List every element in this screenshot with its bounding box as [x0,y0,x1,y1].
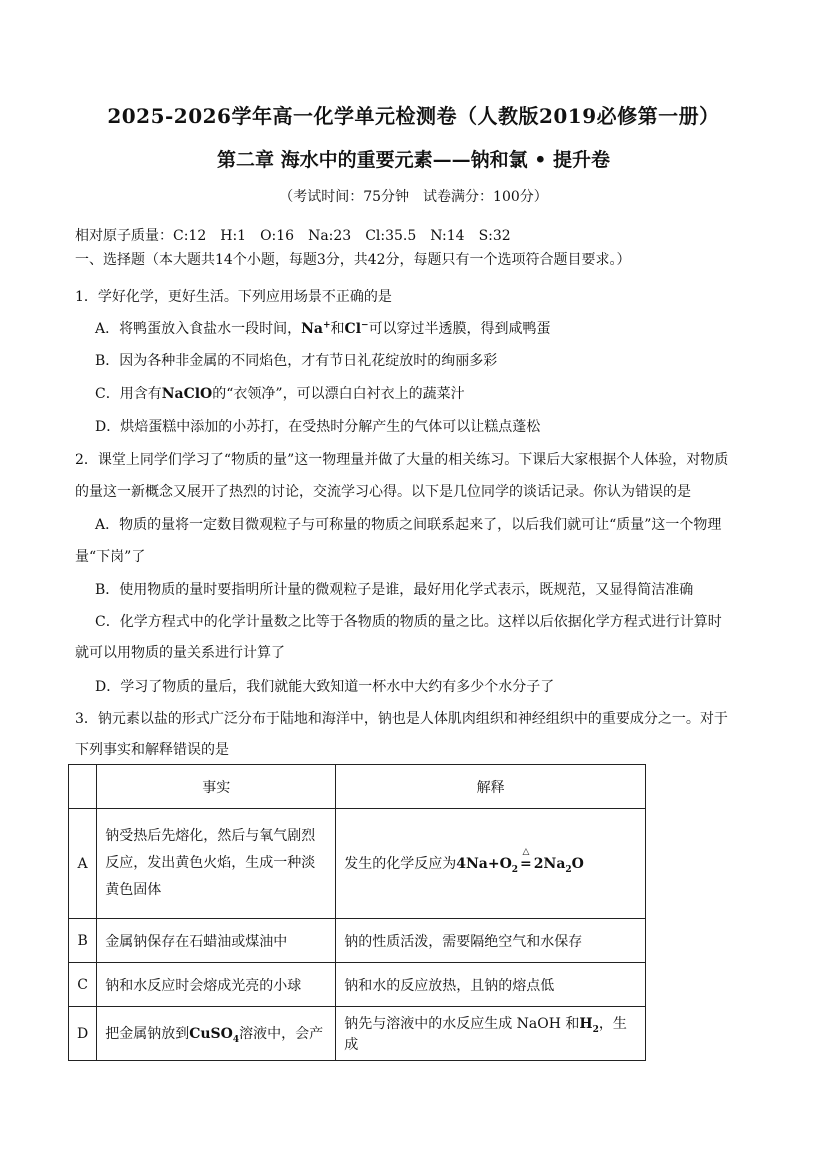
fact-line: 钠受热后先熔化，然后与氧气剧烈 [105,828,316,844]
na-charge: + [323,320,331,331]
cl-ion-formula [345,321,369,337]
na-ion-formula [301,321,330,337]
q2-stem-line2: 的量这一新概念又展开了热烈的讨论，交流学习心得。以下是几位同学的谈话记录。你认为错误的是 [75,484,691,500]
q2-option-a-line1: A．物质的量将一定数目微观粒子与可称量的物质之间联系起来了，以后我们就可让“质量”这一个物理 [95,517,722,533]
q1-option-c [95,383,465,403]
q2-option-c-line2: 就可以用物质的量关系进行计算了 [75,645,285,661]
q1-c-pre: C．用含有 [95,386,162,402]
cl-charge: − [361,320,369,331]
q1-a-pre: A．将鸭蛋放入食盐水一段时间， [95,321,302,337]
q1-stem: 1．学好化学，更好生活。下列应用场景不正确的是 [75,289,392,305]
q3-table [68,764,646,1061]
row-fact: 钠和水反应时会熔成光亮的小球 [97,963,336,1007]
row-label: A [69,809,97,919]
eq-rhs-o: O [571,855,584,872]
h2-sub: 2 [592,1024,599,1035]
eq-rhs-sub: 2 [565,864,572,875]
section-heading: 一、选择题（本大题共14个小题，每题3分，共42分，每题只有一个选项符合题目要求。） [75,252,631,268]
chapter-title: 第二章 海水中的重要元素——钠和氯 • 提升卷 [217,149,610,171]
expl-pre: 钠先与溶液中的水反应生成 NaOH 和 [344,1015,580,1032]
heat-condition-sign: △ = [520,846,532,872]
q2-option-d: D．学习了物质的量后，我们就能大致知道一杯水中大约有多少个水分子了 [95,679,555,695]
fact-line: 黄色固体 [105,882,162,898]
naclo-formula: NaClO [161,386,213,402]
fact-pre: 把金属钠放到 [105,1025,190,1042]
atomic-mass-line: 相对原子质量：C:12 H:1 O:16 Na:23 Cl:35.5 N:14 S:32 [75,228,511,244]
eq-rhs: 2Na [533,855,566,872]
expl-post: ，生成 [344,1015,627,1054]
table-row [69,809,646,919]
table-row [69,963,646,1007]
cl-symbol: Cl [344,321,362,337]
table-row [69,919,646,963]
row-explanation [336,1007,646,1061]
row-label: C [69,963,97,1007]
eq-lhs-sub: 2 [511,864,519,875]
cuso4-sub: 4 [232,1034,240,1045]
row-fact [97,809,336,919]
row-explanation: 钠和水的反应放热，且钠的熔点低 [336,963,646,1007]
q1-c-post: 的“衣领净”，可以漂白白衬衣上的蔬菜汁 [212,386,465,402]
reaction-equation [456,846,584,875]
fact-post: 溶液中，会产 [239,1025,324,1042]
q3-stem-line1: 3．钠元素以盐的形式广泛分布于陆地和海洋中，钠也是人体肌肉组织和神经组织中的重要成分之一。对于 [75,711,728,727]
q2-option-b: B．使用物质的量时要指明所计量的微观粒子是谁，最好用化学式表示，既规范，又显得简洁准确 [95,582,694,598]
q2-stem-line1: 2．课堂上同学们学习了“物质的量”这一物理量并做了大量的相关练习。下课后大家根据个人体验，对物质 [75,452,729,468]
header-blank-cell [69,765,97,809]
heat-icon: △ [522,846,530,857]
q1-a-and: 和 [330,321,345,337]
na-symbol: Na [301,321,323,337]
q2-option-a-line2: 量“下岗”了 [75,549,146,565]
row-fact: 金属钠保存在石蜡油或煤油中 [97,919,336,963]
table-row [69,1007,646,1061]
row-fact [97,1007,336,1061]
exam-info: （考试时间：75分钟 试卷满分：100分） [279,189,548,205]
row-label: D [69,1007,97,1061]
row-explanation: 钠的性质活泼，需要隔绝空气和水保存 [336,919,646,963]
eq-lhs: 4Na+O [456,855,512,872]
q1-a-post: 可以穿过半透膜，得到咸鸭蛋 [368,321,551,337]
table-header-row [69,765,646,809]
exam-title: 2025-2026学年高一化学单元检测卷（人教版2019必修第一册） [107,104,720,128]
row-explanation [336,809,646,919]
q1-option-d: D．烘焙蛋糕中添加的小苏打，在受热时分解产生的气体可以让糕点蓬松 [95,419,541,435]
q1-option-b: B．因为各种非金属的不同焰色，才有节日礼花绽放时的绚丽多彩 [95,353,498,369]
cuso-symbol: CuSO [189,1025,233,1042]
row-label: B [69,919,97,963]
q1-option-a [95,318,551,338]
q3-stem-line2: 下列事实和解释错误的是 [75,742,229,758]
expl-pre: 发生的化学反应为 [344,855,457,872]
header-explanation: 解释 [336,765,646,809]
q2-option-c-line1: C．化学方程式中的化学计量数之比等于各物质的物质的量之比。这样以后依据化学方程式进行计算时 [95,614,722,630]
header-fact: 事实 [97,765,336,809]
h2-formula [579,1015,599,1035]
fact-line: 反应，发出黄色火焰，生成一种淡 [105,855,316,871]
h-symbol: H [579,1015,593,1032]
cuso4-formula [189,1025,240,1045]
